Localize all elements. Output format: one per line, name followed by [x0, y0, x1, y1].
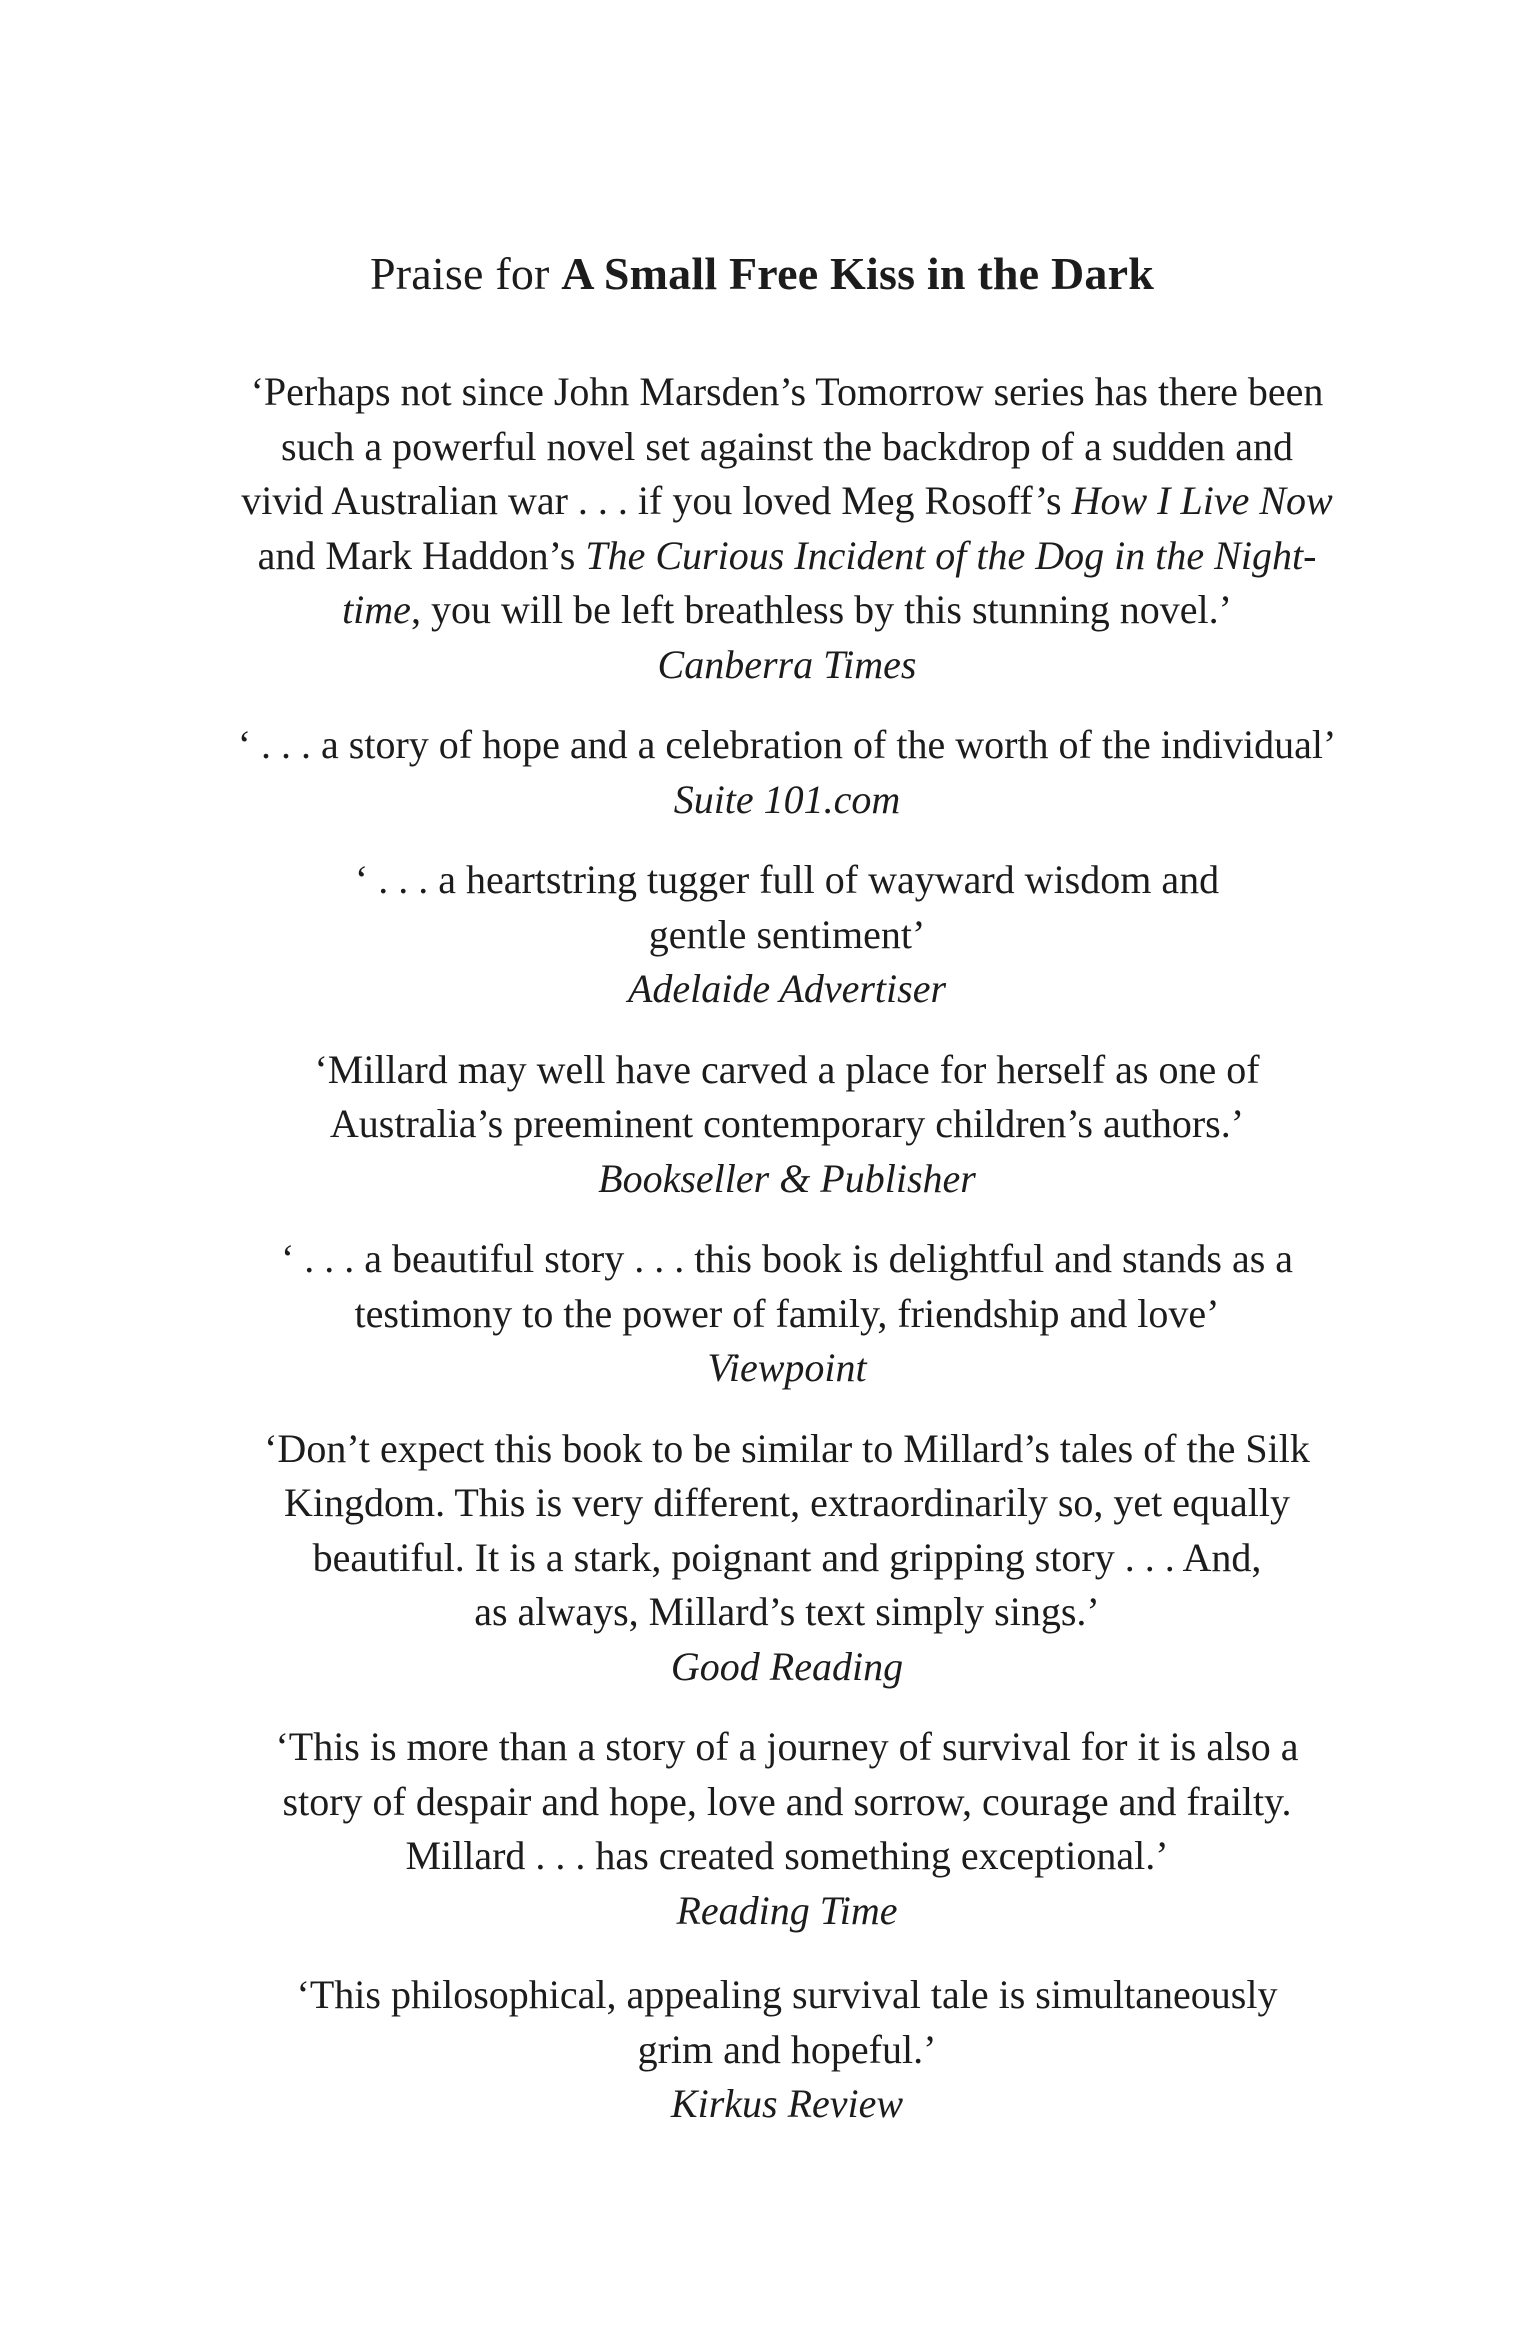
quote-line: beautiful. It is a stark, poignant and gripping story . . . And,	[312, 1534, 1262, 1580]
quote-line-text: vivid Australian war . . . if you loved Meg Rosoff’s	[241, 478, 1072, 523]
quote-source: Kirkus Review	[670, 2081, 904, 2126]
quote-text	[232, 1043, 1342, 1152]
quote-source: Bookseller & Publisher	[598, 1155, 976, 1201]
quote-line: ‘ . . . a heartstring tugger full of wayward wisdom and	[354, 857, 1220, 902]
quote-line: Millard . . . has created something exceptional.’	[405, 1833, 1169, 1878]
quote-line: grim and hopeful.’	[637, 2026, 937, 2072]
quote-line: testimony to the power of family, friendship and love’	[354, 1290, 1220, 1336]
quote-text	[232, 365, 1342, 638]
page-heading	[0, 244, 1524, 304]
book-title: A Small Free Kiss in the Dark	[561, 248, 1154, 299]
quote-text	[232, 1720, 1342, 1884]
quote-line-text: , you will be left breathless by this stunning novel.’	[410, 587, 1232, 632]
quote-line: ‘Don’t expect this book to be similar to Millard’s tales of the Silk	[264, 1425, 1310, 1471]
quote-text	[232, 1968, 1342, 2077]
quote-line: ‘This is more than a story of a journey of survival for it is also a	[275, 1724, 1299, 1769]
book-title-reference: time	[342, 587, 411, 632]
heading-prefix: Praise for	[370, 248, 562, 299]
quote-line: ‘ . . . a beautiful story . . . this book is delightful and stands as a	[280, 1236, 1294, 1281]
quote-source: Viewpoint	[707, 1345, 867, 1390]
praise-quote	[232, 1422, 1342, 1695]
quote-line: ‘This philosophical, appealing survival tale is simultaneously	[296, 1972, 1278, 2017]
quote-source: Reading Time	[676, 1887, 898, 1933]
quote-line: Kingdom. This is very different, extraordinarily so, yet equally	[283, 1480, 1291, 1525]
quote-line: ‘ . . . a story of hope and a celebration of the worth of the individual’	[237, 722, 1337, 767]
quote-source: Adelaide Advertiser	[627, 966, 947, 1011]
quote-line: such a powerful novel set against the backdrop of a sudden and	[281, 423, 1293, 469]
quote-text	[232, 1232, 1342, 1341]
book-title-reference: The Curious Incident of the Dog in the Night-	[585, 532, 1317, 578]
quote-line	[232, 583, 1342, 638]
quote-source: Good Reading	[670, 1643, 904, 1689]
praise-quote	[232, 1968, 1342, 2132]
book-title-reference: How I Live Now	[1071, 478, 1333, 523]
praise-quote	[232, 365, 1342, 692]
quote-line: Australia’s preeminent contemporary children’s authors.’	[329, 1101, 1245, 1146]
quote-line: ‘Perhaps not since John Marsden’s Tomorrow series has there been	[250, 369, 1324, 414]
quote-line: ‘Millard may well have carved a place for herself as one of	[314, 1046, 1260, 1092]
praise-quote	[232, 853, 1342, 1017]
quote-line: as always, Millard’s text simply sings.’	[474, 1589, 1100, 1634]
quote-source: Canberra Times	[657, 641, 917, 687]
praise-quote	[232, 1720, 1342, 1938]
praise-quotes-list	[232, 365, 1342, 2158]
praise-quote	[232, 718, 1342, 827]
quote-line: story of despair and hope, love and sorrow, courage and frailty.	[282, 1778, 1292, 1824]
quote-line-text: and Mark Haddon’s	[257, 532, 586, 578]
quote-text	[232, 718, 1342, 773]
praise-quote	[232, 1232, 1342, 1396]
praise-quote	[232, 1043, 1342, 1207]
quote-text	[232, 853, 1342, 962]
quote-source: Suite 101.com	[673, 776, 901, 822]
quote-line: gentle sentiment’	[648, 911, 926, 957]
quote-line	[232, 474, 1342, 529]
quote-text	[232, 1422, 1342, 1640]
quote-line	[232, 529, 1342, 584]
